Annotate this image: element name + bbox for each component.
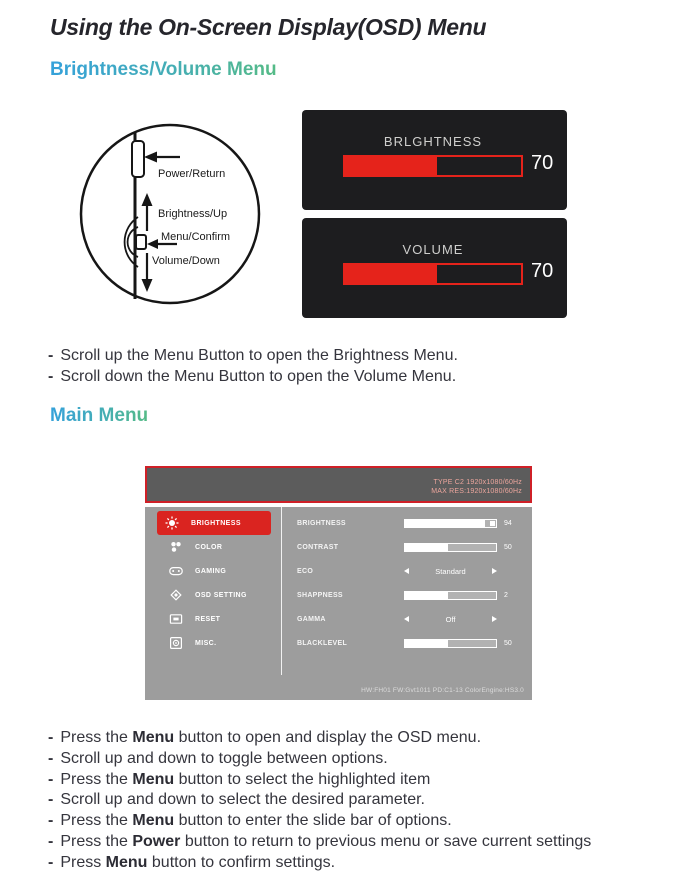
monitor-buttons-diagram — [60, 103, 290, 328]
volume-level-fill — [345, 265, 437, 283]
contrast-slider — [404, 543, 497, 552]
brightness-slider — [404, 519, 497, 528]
page-title: Using the On-Screen Display(OSD) Menu — [50, 14, 487, 40]
setting-value: 2 — [504, 591, 508, 599]
power-arrow-head — [144, 152, 157, 163]
menu-button-knob — [136, 235, 146, 249]
slider-fill — [405, 592, 448, 599]
volume-osd-panel — [302, 218, 567, 318]
osd-menu-item-osd-setting — [155, 583, 275, 607]
slider-handle — [490, 521, 495, 526]
section-heading-brightness-volume: Brightness/Volume Menu — [50, 59, 277, 80]
slider-fill — [405, 520, 485, 527]
setting-value: 50 — [504, 543, 512, 551]
osd-sidebar — [145, 507, 282, 675]
bullet-dash: - — [48, 347, 54, 364]
osd-setting-row-sharpness — [297, 583, 532, 607]
volume-panel-title: VOLUME — [402, 242, 464, 257]
note-bold-word: Menu — [132, 770, 175, 788]
note-text: Scroll up and down to select the desired parameter. — [60, 791, 425, 809]
note-line — [48, 749, 591, 770]
osd-menu-body — [145, 507, 532, 700]
gamma-stepper — [404, 615, 497, 624]
note-bold-word: Menu — [105, 853, 148, 871]
osd-setting-row-brightness — [297, 511, 532, 535]
note-line — [48, 853, 591, 874]
slider-fill — [405, 544, 448, 551]
osd-setting-row-contrast — [297, 535, 532, 559]
osd-firmware-info: HW:FH01 FW:Gvt1011 PD:C1-13 ColorEngine:HS3.0 — [361, 687, 524, 694]
stepper-value: Standard — [435, 566, 466, 576]
menu-instructions-list — [48, 728, 591, 874]
label-menu-confirm: Menu/Confirm — [161, 231, 231, 243]
blacklevel-slider — [404, 639, 497, 648]
arrow-right-icon — [492, 616, 497, 622]
osd-menu-item-misc — [155, 631, 275, 655]
setting-label: GAMMA — [297, 615, 326, 623]
note-text: Press the — [60, 770, 133, 788]
note-text: Scroll up and down to toggle between options. — [60, 749, 388, 767]
osd-input-type: TYPE C2 1920x1080/60Hz — [433, 479, 522, 486]
note-text: Scroll up the Menu Button to open the Brightness Menu. — [60, 347, 458, 364]
note-text: button to select the highlighted item — [174, 770, 431, 788]
reset-icon — [169, 612, 183, 626]
sun-icon — [165, 516, 179, 530]
note-text: Press the — [60, 812, 133, 830]
eco-stepper — [404, 567, 497, 576]
power-button-shape — [132, 141, 144, 177]
brightness-level-fill — [345, 157, 437, 175]
sharpness-slider — [404, 591, 497, 600]
brightness-level-value: 70 — [531, 152, 554, 174]
bullet-dash: - — [48, 812, 54, 830]
setting-label: ECO — [297, 567, 314, 575]
osd-max-resolution: MAX RES:1920x1080/60Hz — [431, 487, 522, 495]
up-arrow-head — [142, 193, 153, 206]
note-line — [48, 346, 458, 367]
note-bold-word: Power — [132, 832, 181, 850]
label-brightness-up: Brightness/Up — [158, 208, 228, 220]
scroll-notes-list — [48, 346, 458, 388]
bullet-dash: - — [48, 729, 54, 746]
note-text: button to enter the slide bar of options. — [174, 812, 452, 830]
brightness-osd-panel — [302, 110, 567, 210]
note-text: Scroll down the Menu Button to open the Volume Menu. — [60, 367, 457, 385]
setting-value: 94 — [504, 519, 512, 527]
stepper-value: Off — [445, 614, 456, 624]
menu-arrow-head — [147, 239, 158, 249]
bullet-dash: - — [48, 791, 54, 809]
bullet-dash: - — [48, 853, 54, 871]
note-line — [48, 790, 591, 811]
setting-label: CONTRAST — [297, 543, 339, 551]
note-line — [48, 770, 591, 791]
label-volume-down: Volume/Down — [152, 255, 220, 267]
arrow-right-icon — [492, 568, 497, 574]
osd-menu-item-label: GAMING — [195, 567, 227, 575]
setting-value: 50 — [504, 639, 512, 647]
osd-menu-item-gaming — [155, 559, 275, 583]
osd-menu-item-label: BRIGHTNESS — [191, 519, 241, 527]
down-arrow-head — [142, 279, 153, 292]
note-text: button to open and display the OSD menu. — [174, 729, 482, 746]
bullet-dash: - — [48, 749, 54, 767]
note-line — [48, 367, 458, 388]
osd-menu-item-brightness — [157, 511, 271, 535]
osd-main-menu-screenshot — [145, 466, 532, 700]
note-text: button to return to previous menu or save current settings — [180, 832, 592, 850]
volume-level-bar — [343, 263, 523, 285]
setting-label: SHAPPNESS — [297, 591, 343, 599]
bullet-dash: - — [48, 832, 54, 850]
note-text: Press the — [60, 832, 133, 850]
arrow-left-icon — [404, 568, 409, 574]
note-bold-word: Menu — [132, 729, 175, 746]
note-text: Press the — [60, 729, 133, 746]
slider-fill — [405, 640, 448, 647]
gamepad-icon — [169, 564, 183, 578]
section-heading-main-menu: Main Menu — [50, 405, 149, 426]
osd-menu-item-color — [155, 535, 275, 559]
note-text: button to confirm settings. — [147, 853, 336, 871]
osd-settings-panel — [297, 507, 532, 655]
arrow-left-icon — [404, 616, 409, 622]
osd-menu-item-label: MISC. — [195, 639, 217, 647]
osd-info-bar — [145, 466, 532, 503]
note-line — [48, 832, 591, 853]
setting-label: BRIGHTNESS — [297, 519, 346, 527]
note-line — [48, 728, 591, 749]
osd-menu-item-label: OSD SETTING — [195, 591, 247, 599]
brightness-level-bar — [343, 155, 523, 177]
volume-level-value: 70 — [531, 260, 554, 282]
color-dots-icon — [169, 540, 183, 554]
note-bold-word: Menu — [132, 812, 175, 830]
osd-setting-icon — [169, 588, 183, 602]
osd-menu-item-label: RESET — [195, 615, 221, 623]
misc-icon — [169, 636, 183, 650]
bullet-dash: - — [48, 770, 54, 788]
osd-menu-item-reset — [155, 607, 275, 631]
note-line — [48, 811, 591, 832]
osd-menu-item-label: COLOR — [195, 543, 223, 551]
note-text: Press — [60, 853, 106, 871]
osd-setting-row-blacklevel — [297, 631, 532, 655]
brightness-panel-title: BRLGHTNESS — [383, 134, 483, 149]
osd-setting-row-eco — [297, 559, 532, 583]
bullet-dash: - — [48, 367, 54, 385]
label-power-return: Power/Return — [158, 168, 226, 180]
setting-label: BLACKLEVEL — [297, 639, 348, 647]
osd-setting-row-gamma — [297, 607, 532, 631]
